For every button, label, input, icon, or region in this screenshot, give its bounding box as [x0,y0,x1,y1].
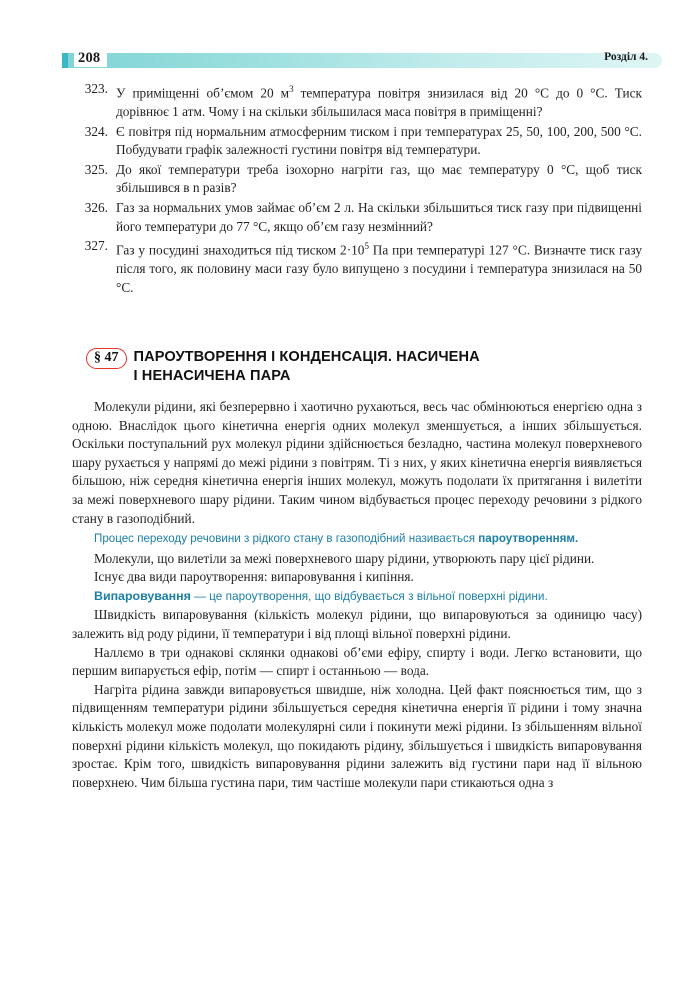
paragraph-4: Швидкість випаровування (кількість молекул рідини, що випаровуються за одиницю часу) залежить від роду рідини, її температури і від площі вільної поверхні рідини. [72,607,642,641]
paragraph-2: Молекули, що вилетіли за межі поверхневого шару рідини, утворюють пару цієї рідини. [94,550,595,566]
section-title-line-1: ПАРОУТВОРЕННЯ І КОНДЕНСАЦІЯ. НАСИЧЕНА [133,349,480,365]
problem-text: До якої температури треба ізохорно нагріти газ, що має температуру 0 °C, щоб тиск збільшився в n разів? [116,161,642,196]
paragraph-3: Існує два види пароутворення: випаровування і кипіння. [94,569,414,585]
problem-text-part-a: Газ у посудині знаходиться під тиском 2·10 [116,242,365,258]
problem-item [72,161,642,198]
problem-number: 326. [84,199,108,215]
paragraph-5: Наллємо в три однакові склянки однакові об’єми ефіру, спирту і води. Легко встановити, що першим випарується ефір, потім — спирт і останньою — вода. [72,644,642,679]
problem-text-part-b: температура повітря знизилася від 20 °C до 0 °C. Тиск дорівнює 1 атм. Чому і на скільки збільшилася маса повітря в приміщенні? [116,85,642,120]
definition-2-text: — це пароутворення, що відбувається з вільної поверхні рідини. [190,588,548,603]
section-body [72,398,642,792]
problem-text [116,237,642,297]
definition-1-text: Процес переходу речовини з рідкого стану в газоподібний називається [94,532,479,546]
problem-text-part-a: У приміщенні об’ємом 20 м [116,85,290,101]
definition-block-1 [94,531,634,546]
problem-text-part-b: Па при температурі 127 °C. Визначте тиск газу після того, як половину маси газу було випущено з посудини і температура знизилася на 50 °C. [116,242,642,295]
header-section-label: Розділ 4. [604,51,648,63]
problem-number: 327. [84,238,108,254]
problem-item [72,237,642,297]
problem-superscript: 5 [364,241,369,252]
page-number: 208 [74,50,107,67]
problem-number: 324. [84,123,108,139]
section-title [134,348,480,386]
problem-text [116,80,642,122]
problem-superscript: 3 [289,84,294,94]
problem-number: 323. [84,81,108,96]
definition-2-term: Випаровування [94,588,191,603]
paragraph-1: Молекули рідини, які безперервно і хаотично рухаються, весь час обмінюються енергією одна з одною. Внаслідок цього кінетична енергія одних молекул зменшується, а інших збільшується. Оскільки поступальний рух молекул рідини здійснюється безладно, частина молекул поверхневого шару рухається у напрямі до межі рідини з повітрям. Ті з них, у яких кінетична енергія виявляється більшою, ніж середня кінетична енергія інших молекул, можуть подолати їх притягання і вилетіти за межі поверхневого шару рідини. Таким чином відбувається процес переходу речовини з рідкого стану в газоподібний. [72,399,642,526]
definition-block-2 [72,589,642,605]
problem-item [72,80,642,122]
definition-1-term: пароутворенням. [478,532,579,546]
problem-text: Є повітря під нормальним атмосферним тиском і при температурах 25, 50, 100, 200, 500 °C. Побудувати графік залежності густини повітря від температури. [116,123,642,158]
paragraph-6: Нагріта рідина завжди випаровується швидше, ніж холодна. Цей факт пояснюється тим, що з підвищенням температури рідини збільшується середня кінетична енергія її рідини і тому значна кількість молекул може подолати молекулярні сили і покинути межі рідини. Із збільшенням вільної поверхні рідини кількість молекул, що покидають рідину, збільшується і швидкість випаровування зростає. Крім того, швидкість випаровування рідини залежить від густини пари над її вільною поверхнею. Чим більша густина пари, тим частіше молекули пари стикаються одна з [72,681,642,790]
section-title-line-2: І НЕНАСИЧЕНА ПАРА [133,368,291,384]
header-decorative-bar [62,53,662,68]
problem-item [72,199,642,236]
problem-item [72,123,642,160]
section-heading [86,348,642,386]
page-header [62,50,662,72]
problem-list [72,80,642,298]
problem-number: 325. [84,161,108,177]
section-number-badge: § 47 [86,348,127,369]
problem-text: Газ за нормальних умов займає об’єм 2 л. На скільки збільшиться тиск газу при підвищенні його температури до 77 °C, якщо об’єм газу незмінний? [116,199,642,234]
